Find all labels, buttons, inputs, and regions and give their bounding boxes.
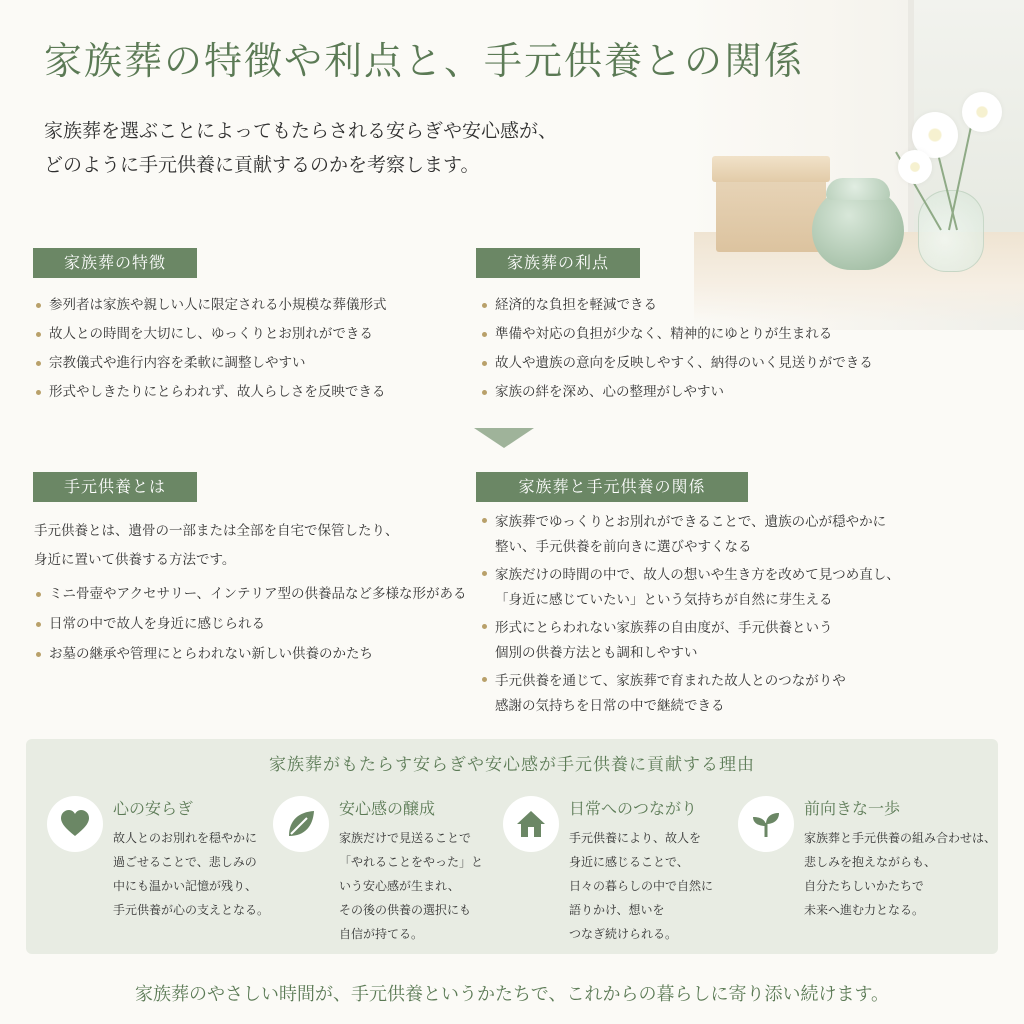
reason-card bbox=[738, 794, 997, 944]
benefits-label: 家族葬の利点 bbox=[476, 248, 640, 278]
reason-line: 家族葬と手元供養の組み合わせは、 bbox=[804, 831, 997, 845]
reason-card bbox=[47, 794, 277, 944]
relation-list bbox=[480, 510, 900, 722]
temoto-definition bbox=[34, 517, 399, 575]
list-item bbox=[480, 616, 900, 666]
reason-line: 中にも温かい記憶が残り、 bbox=[113, 879, 258, 893]
list-item: 日常の中で故人を身近に感じられる bbox=[34, 614, 467, 634]
relation-line: 個別の供養方法とも調和しやすい bbox=[495, 645, 698, 661]
closing-message: 家族葬のやさしい時間が、手元供養というかたちで、これからの暮らしに寄り添い続けます。 bbox=[134, 984, 889, 1005]
intro-text bbox=[44, 114, 684, 182]
reasons-title: 家族葬がもたらす安らぎや安心感が手元供養に貢献する理由 bbox=[269, 755, 755, 775]
relation-line: 家族だけの時間の中で、故人の想いや生き方を改めて見つめ直し、 bbox=[495, 567, 900, 583]
reason-line: 悲しみを抱えながらも、 bbox=[804, 855, 937, 869]
definition-line: 身近に置いて供養する方法です。 bbox=[34, 552, 236, 568]
reason-line: 自信が持てる。 bbox=[339, 927, 424, 941]
reason-title: 心の安らぎ bbox=[113, 799, 194, 818]
temoto-label: 手元供養とは bbox=[33, 472, 197, 502]
relation-line: 整い、手元供養を前向きに選びやすくなる bbox=[495, 539, 752, 555]
reason-line: 手元供養が心の支えとなる。 bbox=[113, 903, 270, 917]
reason-title: 安心感の醸成 bbox=[339, 799, 436, 818]
reason-line: その後の供養の選択にも bbox=[339, 903, 472, 917]
reason-body bbox=[113, 826, 269, 922]
list-item: お墓の継承や管理にとらわれない新しい供養のかたち bbox=[34, 644, 467, 664]
list-item: 故人や遺族の意向を反映しやすく、納得のいく見送りができる bbox=[480, 353, 873, 373]
list-item: 故人との時間を大切にし、ゆっくりとお別れができる bbox=[34, 324, 387, 344]
list-item bbox=[480, 563, 900, 613]
sprout-icon bbox=[738, 796, 794, 852]
heart-icon bbox=[47, 796, 103, 852]
relation-line: 手元供養を通じて、家族葬で育まれた故人とのつながりや bbox=[495, 673, 846, 689]
relation-line: 「身近に感じていたい」という気持ちが自然に芽生える bbox=[495, 592, 833, 608]
reason-body bbox=[339, 826, 483, 946]
reason-title: 前向きな一歩 bbox=[804, 799, 901, 818]
list-item bbox=[480, 510, 900, 560]
list-item: 準備や対応の負担が少なく、精神的にゆとりが生まれる bbox=[480, 324, 873, 344]
list-item bbox=[480, 669, 900, 719]
list-item: 宗教儀式や進行内容を柔軟に調整しやすい bbox=[34, 353, 387, 373]
flower-image bbox=[962, 92, 1002, 132]
benefits-list bbox=[480, 295, 873, 411]
reason-line: いう安心感が生まれ、 bbox=[339, 879, 460, 893]
features-list bbox=[34, 295, 387, 411]
relation-line: 形式にとらわれない家族葬の自由度が、手元供養という bbox=[495, 620, 833, 636]
relation-line: 感謝の気持ちを日常の中で継続できる bbox=[495, 698, 725, 714]
list-item: 家族の絆を深め、心の整理がしやすい bbox=[480, 382, 873, 402]
flower-image bbox=[898, 150, 932, 184]
relation-label: 家族葬と手元供養の関係 bbox=[476, 472, 748, 502]
reason-line: 手元供養により、故人を bbox=[569, 831, 702, 845]
intro-line: どのように手元供養に貢献するのかを考察します。 bbox=[44, 154, 480, 176]
reason-line: 未来へ進む力となる。 bbox=[804, 903, 925, 917]
relation-line: 家族葬でゆっくりとお別れができることで、遺族の心が穏やかに bbox=[495, 514, 887, 530]
list-item: 形式やしきたりにとらわれず、故人らしさを反映できる bbox=[34, 382, 387, 402]
list-item: 経済的な負担を軽減できる bbox=[480, 295, 873, 315]
reason-line: 日々の暮らしの中で自然に bbox=[569, 879, 714, 893]
intro-line: 家族葬を選ぶことによってもたらされる安らぎや安心感が、 bbox=[44, 120, 558, 142]
down-arrow-icon bbox=[474, 428, 534, 448]
features-label: 家族葬の特徴 bbox=[33, 248, 197, 278]
house-icon bbox=[503, 796, 559, 852]
list-item: 参列者は家族や親しい人に限定される小規模な葬儀形式 bbox=[34, 295, 387, 315]
reason-card bbox=[273, 794, 503, 944]
reason-body bbox=[569, 826, 713, 946]
page-title: 家族葬の特徴や利点と、手元供養との関係 bbox=[44, 39, 805, 83]
reason-line: 故人とのお別れを穏やかに bbox=[113, 831, 258, 845]
leaf-icon bbox=[273, 796, 329, 852]
reason-line: 「やれることをやった」と bbox=[339, 855, 484, 869]
wooden-box-lid-image bbox=[712, 156, 830, 182]
reason-line: 語りかけ、想いを bbox=[569, 903, 665, 917]
urn-lid-image bbox=[826, 178, 890, 200]
list-item: ミニ骨壺やアクセサリー、インテリア型の供養品など多様な形がある bbox=[34, 584, 467, 604]
temoto-list bbox=[34, 584, 467, 673]
reason-line: 過ごせることで、悲しみの bbox=[113, 855, 257, 869]
reason-line: 身近に感じることで、 bbox=[569, 855, 689, 869]
reason-body bbox=[804, 826, 996, 922]
definition-line: 手元供養とは、遺骨の一部または全部を自宅で保管したり、 bbox=[34, 523, 399, 539]
reason-title: 日常へのつながり bbox=[569, 799, 698, 818]
reason-line: 家族だけで見送ることで bbox=[339, 831, 472, 845]
reason-line: 自分たちしいかたちで bbox=[804, 879, 924, 893]
reason-line: つなぎ続けられる。 bbox=[569, 927, 678, 941]
reason-card bbox=[503, 794, 733, 944]
